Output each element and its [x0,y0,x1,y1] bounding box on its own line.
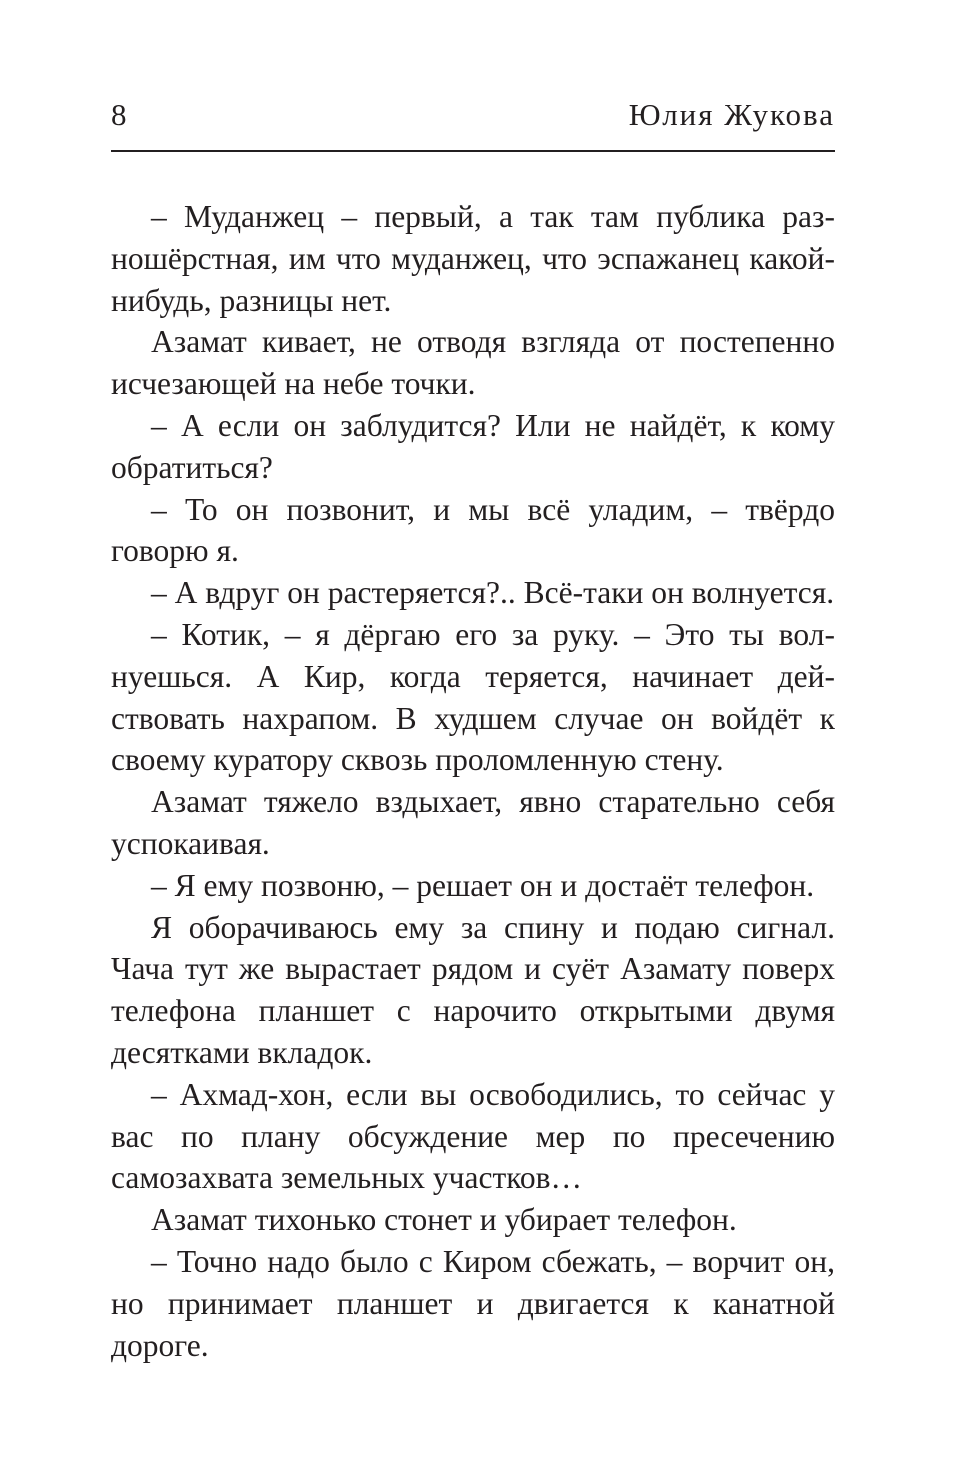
body-text [111,196,835,1366]
paragraph: – Муданжец – первый, а так там публика разношёрстная, им что муданжец, что эспажанец какой-нибудь, разницы нет. [111,199,835,318]
paragraph: – То он позвонит, и мы всё уладим, – твёрдо говорю я. [111,491,835,569]
paragraph: Азамат тяжело вздыхает, явно старательно себя успокаивая. [111,784,835,861]
page-number: 8 [111,97,127,132]
header-rule [111,150,835,152]
paragraph: – Котик, – я дёргаю его за руку. – Это ты волнуешься. А Кир, когда теряется, начинает действовать нахрапом. В худшем случае он войдёт к своему куратору сквозь проломленную стену. [111,616,835,778]
paragraph: – А вдруг он растеряется?.. Всё-таки он волнуется. [151,575,835,611]
paragraph: – Я ему позвоню, – решает он и достаёт телефон. [151,867,815,903]
running-head-author: Юлия Жукова [628,97,835,132]
paragraph: – Ахмад-хон, если вы освободились, то сейчас у вас по плану обсуждение мер по пресечению самозахвата земельных участков… [111,1076,835,1196]
paragraph: – Точно надо было с Киром сбежать, – ворчит он, но принимает планшет и двигается к канатной дороге. [111,1243,835,1363]
paragraph: Азамат кивает, не отводя взгляда от постепенно исчезающей на небе точки. [111,324,835,402]
paragraph: Я оборачиваюсь ему за спину и подаю сигнал. Чача тут же вырастает рядом и суёт Азамату поверх телефона планшет с нарочито открытыми двумя десятками вкладок. [111,909,835,1070]
running-head [111,92,835,138]
paragraph: Азамат тихонько стонет и убирает телефон. [151,1202,737,1238]
paragraph: – А если он заблудится? Или не найдёт, к кому обратиться? [111,407,835,485]
